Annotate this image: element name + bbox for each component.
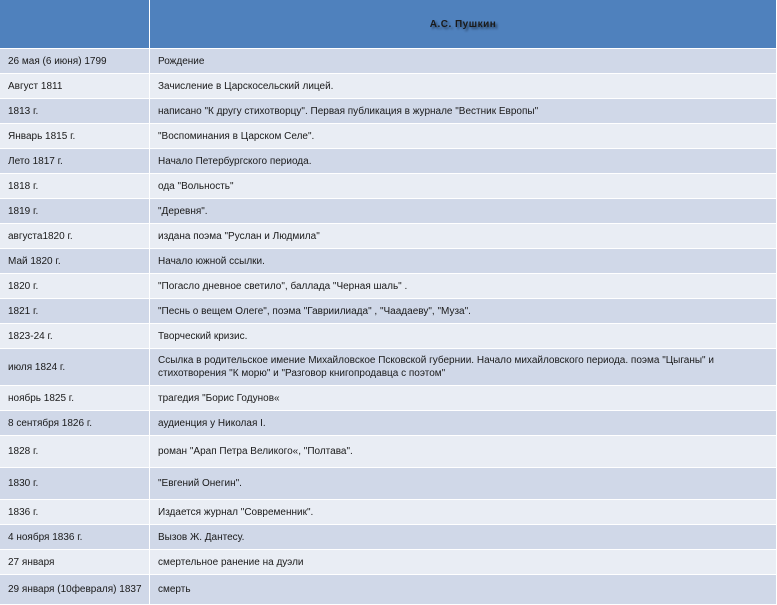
row-event: Творческий кризис. — [150, 324, 777, 349]
table-body — [0, 49, 777, 605]
row-date: 1836 г. — [0, 500, 150, 525]
table-row — [0, 550, 777, 575]
table-row — [0, 575, 777, 605]
row-event: смертельное ранение на дуэли — [150, 550, 777, 575]
row-date: Лето 1817 г. — [0, 149, 150, 174]
row-date: 4 ноября 1836 г. — [0, 525, 150, 550]
row-event: Начало южной ссылки. — [150, 249, 777, 274]
page-title: А.С. Пушкин — [150, 0, 777, 49]
table-row — [0, 349, 777, 386]
row-date: 1813 г. — [0, 99, 150, 124]
row-date: 26 мая (6 июня) 1799 — [0, 49, 150, 74]
row-date: 8 сентября 1826 г. — [0, 411, 150, 436]
table-row — [0, 468, 777, 500]
row-date: 1830 г. — [0, 468, 150, 500]
row-date: 1828 г. — [0, 436, 150, 468]
row-event: ода "Вольность" — [150, 174, 777, 199]
row-date: 27 января — [0, 550, 150, 575]
table-row — [0, 274, 777, 299]
table-row — [0, 525, 777, 550]
row-event: Вызов Ж. Дантесу. — [150, 525, 777, 550]
table-row — [0, 49, 777, 74]
row-date: августа1820 г. — [0, 224, 150, 249]
row-date: ноябрь 1825 г. — [0, 386, 150, 411]
row-event: написано "К другу стихотворцу". Первая публикация в журнале "Вестник Европы" — [150, 99, 777, 124]
table-row — [0, 299, 777, 324]
row-event: "Деревня". — [150, 199, 777, 224]
table-row — [0, 411, 777, 436]
header-empty-cell — [0, 0, 150, 49]
row-date: 1820 г. — [0, 274, 150, 299]
row-date: Май 1820 г. — [0, 249, 150, 274]
table-row — [0, 199, 777, 224]
row-date: июля 1824 г. — [0, 349, 150, 386]
table-row — [0, 249, 777, 274]
row-date: 1821 г. — [0, 299, 150, 324]
row-date: 1823-24 г. — [0, 324, 150, 349]
row-date: Январь 1815 г. — [0, 124, 150, 149]
table-row — [0, 74, 777, 99]
row-date: 1819 г. — [0, 199, 150, 224]
table-row — [0, 149, 777, 174]
row-event: Начало Петербургского периода. — [150, 149, 777, 174]
table-row — [0, 386, 777, 411]
row-event: аудиенция у Николая I. — [150, 411, 777, 436]
table-row — [0, 99, 777, 124]
row-event: "Евгений Онегин". — [150, 468, 777, 500]
row-event: Рождение — [150, 49, 777, 74]
row-event: "Погасло дневное светило", баллада "Черная шаль" . — [150, 274, 777, 299]
row-event: Зачисление в Царскосельский лицей. — [150, 74, 777, 99]
row-date: 1818 г. — [0, 174, 150, 199]
row-date: 29 января (10февраля) 1837 — [0, 575, 150, 605]
row-event: издана поэма "Руслан и Людмила" — [150, 224, 777, 249]
row-event: смерть — [150, 575, 777, 605]
table-row — [0, 124, 777, 149]
table-row — [0, 174, 777, 199]
header-row — [0, 0, 777, 49]
row-event: роман "Арап Петра Великого«, "Полтава". — [150, 436, 777, 468]
row-event: "Песнь о вещем Олеге", поэма "Гавриилиада" , "Чаадаеву", "Муза". — [150, 299, 777, 324]
row-event: "Воспоминания в Царском Селе". — [150, 124, 777, 149]
table-row — [0, 324, 777, 349]
row-date: Август 1811 — [0, 74, 150, 99]
row-event: Издается журнал "Современник". — [150, 500, 777, 525]
table-row — [0, 436, 777, 468]
table-row — [0, 224, 777, 249]
row-event: трагедия "Борис Годунов« — [150, 386, 777, 411]
row-event: Ссылка в родительское имение Михайловское Псковской губернии. Начало михайловского периода. поэма "Цыганы" и стихотворения "К морю" и "Разговор книгопродавца с поэтом" — [150, 349, 777, 386]
table-row — [0, 500, 777, 525]
